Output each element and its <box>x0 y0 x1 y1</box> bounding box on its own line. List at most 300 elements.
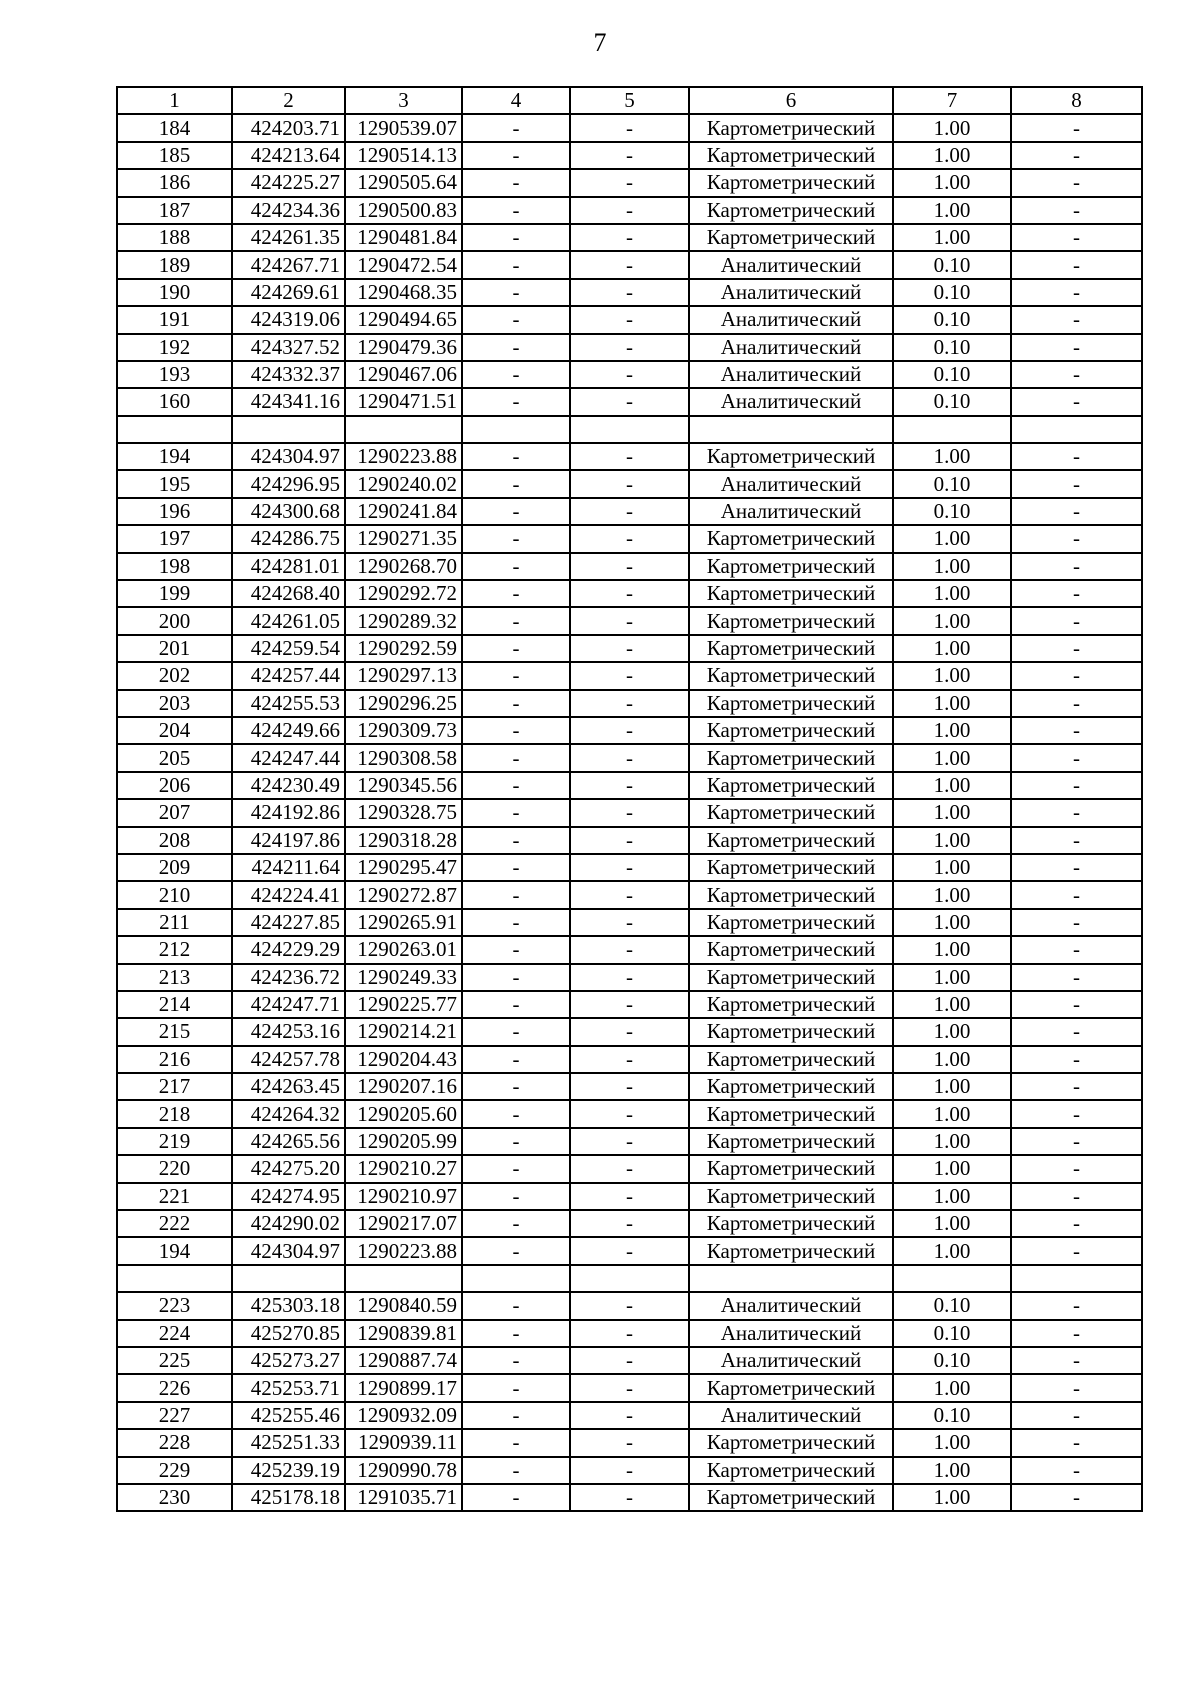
x-coordinate-cell: 424197.86 <box>232 827 345 854</box>
x-coordinate-cell: 424224.41 <box>232 881 345 908</box>
column-8-cell: - <box>1011 1128 1142 1155</box>
point-number-cell: 229 <box>117 1457 232 1484</box>
column-5-cell: - <box>570 1402 689 1429</box>
column-5-cell: - <box>570 361 689 388</box>
method-cell: Картометрический <box>689 662 893 689</box>
x-coordinate-cell <box>232 416 345 443</box>
table-row <box>117 964 1142 991</box>
column-8-cell: - <box>1011 1484 1142 1511</box>
point-number-cell: 189 <box>117 251 232 278</box>
accuracy-cell: 0.10 <box>893 1320 1011 1347</box>
table-row <box>117 881 1142 908</box>
column-4-cell: - <box>462 1046 570 1073</box>
accuracy-cell: 0.10 <box>893 470 1011 497</box>
point-number-cell: 210 <box>117 881 232 908</box>
method-cell: Картометрический <box>689 1100 893 1127</box>
table-row <box>117 1347 1142 1374</box>
accuracy-cell: 1.00 <box>893 964 1011 991</box>
point-number-cell: 216 <box>117 1046 232 1073</box>
column-8-cell: - <box>1011 964 1142 991</box>
point-number-cell: 224 <box>117 1320 232 1347</box>
table-row <box>117 635 1142 662</box>
table-row <box>117 169 1142 196</box>
point-number-cell: 218 <box>117 1100 232 1127</box>
method-cell: Аналитический <box>689 334 893 361</box>
column-8-cell: - <box>1011 744 1142 771</box>
column-8-cell: - <box>1011 1429 1142 1456</box>
column-4-cell: - <box>462 936 570 963</box>
table-row <box>117 470 1142 497</box>
method-cell: Картометрический <box>689 580 893 607</box>
y-coordinate-cell: 1290241.84 <box>345 498 462 525</box>
accuracy-cell: 1.00 <box>893 936 1011 963</box>
accuracy-cell: 1.00 <box>893 1429 1011 1456</box>
column-8-cell: - <box>1011 498 1142 525</box>
table-row <box>117 1484 1142 1511</box>
column-4-cell: - <box>462 279 570 306</box>
table-row <box>117 1292 1142 1319</box>
point-number-cell: 202 <box>117 662 232 689</box>
header-cell: 4 <box>462 87 570 114</box>
table-row <box>117 197 1142 224</box>
column-5-cell: - <box>570 991 689 1018</box>
column-8-cell: - <box>1011 525 1142 552</box>
column-8-cell: - <box>1011 553 1142 580</box>
y-coordinate-cell: 1290318.28 <box>345 827 462 854</box>
table-row <box>117 909 1142 936</box>
table-row <box>117 854 1142 881</box>
point-number-cell: 207 <box>117 799 232 826</box>
point-number-cell: 190 <box>117 279 232 306</box>
accuracy-cell: 1.00 <box>893 772 1011 799</box>
header-cell: 7 <box>893 87 1011 114</box>
y-coordinate-cell: 1290990.78 <box>345 1457 462 1484</box>
method-cell: Картометрический <box>689 1183 893 1210</box>
column-5-cell: - <box>570 251 689 278</box>
table-row <box>117 690 1142 717</box>
column-4-cell: - <box>462 1347 570 1374</box>
y-coordinate-cell: 1290263.01 <box>345 936 462 963</box>
header-cell: 2 <box>232 87 345 114</box>
column-8-cell: - <box>1011 717 1142 744</box>
x-coordinate-cell: 424304.97 <box>232 1237 345 1264</box>
y-coordinate-cell: 1290205.99 <box>345 1128 462 1155</box>
table-row <box>117 1402 1142 1429</box>
method-cell: Аналитический <box>689 498 893 525</box>
column-5-cell: - <box>570 334 689 361</box>
y-coordinate-cell: 1290939.11 <box>345 1429 462 1456</box>
column-4-cell: - <box>462 1210 570 1237</box>
column-5-cell: - <box>570 1100 689 1127</box>
x-coordinate-cell: 424255.53 <box>232 690 345 717</box>
column-5-cell: - <box>570 772 689 799</box>
column-4-cell: - <box>462 1018 570 1045</box>
point-number-cell: 219 <box>117 1128 232 1155</box>
point-number-cell <box>117 416 232 443</box>
point-number-cell: 222 <box>117 1210 232 1237</box>
column-5-cell: - <box>570 114 689 141</box>
column-8-cell: - <box>1011 224 1142 251</box>
column-8-cell: - <box>1011 799 1142 826</box>
column-4-cell: - <box>462 881 570 908</box>
table-row <box>117 114 1142 141</box>
column-4-cell: - <box>462 443 570 470</box>
column-5-cell: - <box>570 1457 689 1484</box>
column-8-cell: - <box>1011 1046 1142 1073</box>
method-cell: Картометрический <box>689 1484 893 1511</box>
y-coordinate-cell: 1290289.32 <box>345 607 462 634</box>
table-row <box>117 416 1142 443</box>
table-row <box>117 388 1142 415</box>
method-cell: Картометрический <box>689 635 893 662</box>
column-8-cell: - <box>1011 443 1142 470</box>
method-cell: Аналитический <box>689 1292 893 1319</box>
point-number-cell: 226 <box>117 1374 232 1401</box>
accuracy-cell: 1.00 <box>893 525 1011 552</box>
method-cell: Картометрический <box>689 1210 893 1237</box>
x-coordinate-cell: 424211.64 <box>232 854 345 881</box>
table-row <box>117 772 1142 799</box>
point-number-cell: 217 <box>117 1073 232 1100</box>
accuracy-cell: 1.00 <box>893 635 1011 662</box>
accuracy-cell: 1.00 <box>893 553 1011 580</box>
method-cell: Картометрический <box>689 1155 893 1182</box>
column-4-cell: - <box>462 662 570 689</box>
accuracy-cell: 1.00 <box>893 1210 1011 1237</box>
accuracy-cell: 1.00 <box>893 1073 1011 1100</box>
y-coordinate-cell: 1290223.88 <box>345 1237 462 1264</box>
column-8-cell <box>1011 1265 1142 1292</box>
table-row <box>117 1320 1142 1347</box>
x-coordinate-cell: 425178.18 <box>232 1484 345 1511</box>
point-number-cell: 220 <box>117 1155 232 1182</box>
method-cell: Картометрический <box>689 744 893 771</box>
accuracy-cell <box>893 416 1011 443</box>
column-5-cell: - <box>570 1237 689 1264</box>
accuracy-cell: 1.00 <box>893 854 1011 881</box>
method-cell: Картометрический <box>689 690 893 717</box>
y-coordinate-cell: 1290479.36 <box>345 334 462 361</box>
accuracy-cell: 1.00 <box>893 142 1011 169</box>
column-5-cell: - <box>570 854 689 881</box>
method-cell: Картометрический <box>689 909 893 936</box>
column-8-cell: - <box>1011 388 1142 415</box>
x-coordinate-cell: 424225.27 <box>232 169 345 196</box>
table-row <box>117 827 1142 854</box>
x-coordinate-cell: 424267.71 <box>232 251 345 278</box>
column-8-cell: - <box>1011 1402 1142 1429</box>
column-4-cell: - <box>462 991 570 1018</box>
table-row <box>117 1210 1142 1237</box>
header-row <box>117 87 1142 114</box>
column-8-cell: - <box>1011 279 1142 306</box>
x-coordinate-cell: 424304.97 <box>232 443 345 470</box>
method-cell: Аналитический <box>689 1402 893 1429</box>
y-coordinate-cell: 1290225.77 <box>345 991 462 1018</box>
column-8-cell: - <box>1011 1347 1142 1374</box>
column-5-cell: - <box>570 964 689 991</box>
accuracy-cell: 0.10 <box>893 334 1011 361</box>
y-coordinate-cell: 1290932.09 <box>345 1402 462 1429</box>
column-4-cell: - <box>462 690 570 717</box>
y-coordinate-cell: 1290514.13 <box>345 142 462 169</box>
x-coordinate-cell: 425270.85 <box>232 1320 345 1347</box>
y-coordinate-cell: 1290268.70 <box>345 553 462 580</box>
header-cell: 6 <box>689 87 893 114</box>
column-4-cell: - <box>462 525 570 552</box>
column-8-cell: - <box>1011 361 1142 388</box>
method-cell: Аналитический <box>689 388 893 415</box>
method-cell: Аналитический <box>689 279 893 306</box>
method-cell: Картометрический <box>689 1073 893 1100</box>
x-coordinate-cell: 424257.78 <box>232 1046 345 1073</box>
column-8-cell: - <box>1011 1183 1142 1210</box>
method-cell: Картометрический <box>689 553 893 580</box>
y-coordinate-cell: 1290207.16 <box>345 1073 462 1100</box>
method-cell: Картометрический <box>689 197 893 224</box>
table-row <box>117 498 1142 525</box>
accuracy-cell: 1.00 <box>893 744 1011 771</box>
table-row <box>117 1265 1142 1292</box>
accuracy-cell: 0.10 <box>893 498 1011 525</box>
accuracy-cell: 1.00 <box>893 580 1011 607</box>
accuracy-cell: 1.00 <box>893 197 1011 224</box>
table-header <box>117 87 1142 114</box>
x-coordinate-cell: 424281.01 <box>232 553 345 580</box>
table-row <box>117 1018 1142 1045</box>
column-8-cell: - <box>1011 580 1142 607</box>
column-8-cell: - <box>1011 690 1142 717</box>
y-coordinate-cell: 1290308.58 <box>345 744 462 771</box>
column-5-cell: - <box>570 717 689 744</box>
table-row <box>117 142 1142 169</box>
x-coordinate-cell: 424247.71 <box>232 991 345 1018</box>
point-number-cell: 205 <box>117 744 232 771</box>
accuracy-cell: 0.10 <box>893 306 1011 333</box>
y-coordinate-cell: 1290205.60 <box>345 1100 462 1127</box>
column-8-cell: - <box>1011 827 1142 854</box>
point-number-cell: 194 <box>117 1237 232 1264</box>
accuracy-cell: 0.10 <box>893 361 1011 388</box>
table-row <box>117 1237 1142 1264</box>
table-row <box>117 607 1142 634</box>
header-cell: 3 <box>345 87 462 114</box>
column-4-cell: - <box>462 251 570 278</box>
table-row <box>117 251 1142 278</box>
column-5-cell: - <box>570 553 689 580</box>
method-cell: Картометрический <box>689 854 893 881</box>
point-number-cell: 213 <box>117 964 232 991</box>
column-4-cell: - <box>462 1457 570 1484</box>
accuracy-cell: 0.10 <box>893 1402 1011 1429</box>
y-coordinate-cell: 1290899.17 <box>345 1374 462 1401</box>
column-4-cell: - <box>462 909 570 936</box>
column-5-cell: - <box>570 1429 689 1456</box>
x-coordinate-cell: 425273.27 <box>232 1347 345 1374</box>
method-cell: Картометрический <box>689 799 893 826</box>
x-coordinate-cell: 424332.37 <box>232 361 345 388</box>
method-cell: Картометрический <box>689 717 893 744</box>
column-4-cell: - <box>462 1402 570 1429</box>
y-coordinate-cell: 1290217.07 <box>345 1210 462 1237</box>
column-4-cell: - <box>462 114 570 141</box>
column-8-cell: - <box>1011 662 1142 689</box>
y-coordinate-cell: 1290345.56 <box>345 772 462 799</box>
method-cell: Картометрический <box>689 443 893 470</box>
method-cell: Картометрический <box>689 114 893 141</box>
point-number-cell: 191 <box>117 306 232 333</box>
column-5-cell: - <box>570 306 689 333</box>
column-4-cell: - <box>462 169 570 196</box>
column-8-cell: - <box>1011 881 1142 908</box>
column-5-cell: - <box>570 1046 689 1073</box>
table-row <box>117 279 1142 306</box>
column-5-cell: - <box>570 443 689 470</box>
point-number-cell: 203 <box>117 690 232 717</box>
x-coordinate-cell: 424274.95 <box>232 1183 345 1210</box>
y-coordinate-cell: 1290296.25 <box>345 690 462 717</box>
point-number-cell: 223 <box>117 1292 232 1319</box>
column-4-cell: - <box>462 361 570 388</box>
column-5-cell: - <box>570 388 689 415</box>
column-8-cell: - <box>1011 306 1142 333</box>
accuracy-cell: 0.10 <box>893 1292 1011 1319</box>
column-5-cell: - <box>570 607 689 634</box>
accuracy-cell: 1.00 <box>893 1128 1011 1155</box>
column-4-cell: - <box>462 964 570 991</box>
table-row <box>117 306 1142 333</box>
y-coordinate-cell: 1290840.59 <box>345 1292 462 1319</box>
column-8-cell: - <box>1011 854 1142 881</box>
method-cell: Картометрический <box>689 936 893 963</box>
point-number-cell: 188 <box>117 224 232 251</box>
column-5-cell: - <box>570 909 689 936</box>
point-number-cell: 200 <box>117 607 232 634</box>
method-cell <box>689 416 893 443</box>
column-5-cell: - <box>570 936 689 963</box>
accuracy-cell: 1.00 <box>893 1046 1011 1073</box>
point-number-cell: 230 <box>117 1484 232 1511</box>
y-coordinate-cell: 1290272.87 <box>345 881 462 908</box>
point-number-cell <box>117 1265 232 1292</box>
coordinates-table <box>116 86 1143 1512</box>
point-number-cell: 193 <box>117 361 232 388</box>
accuracy-cell: 1.00 <box>893 991 1011 1018</box>
table-row <box>117 553 1142 580</box>
accuracy-cell: 1.00 <box>893 799 1011 826</box>
accuracy-cell: 1.00 <box>893 909 1011 936</box>
y-coordinate-cell: 1290265.91 <box>345 909 462 936</box>
method-cell: Картометрический <box>689 991 893 1018</box>
table-row <box>117 936 1142 963</box>
y-coordinate-cell: 1290494.65 <box>345 306 462 333</box>
column-8-cell: - <box>1011 635 1142 662</box>
x-coordinate-cell: 424264.32 <box>232 1100 345 1127</box>
point-number-cell: 227 <box>117 1402 232 1429</box>
accuracy-cell: 1.00 <box>893 1100 1011 1127</box>
column-5-cell: - <box>570 1347 689 1374</box>
column-4-cell: - <box>462 635 570 662</box>
method-cell: Картометрический <box>689 142 893 169</box>
table-row <box>117 525 1142 552</box>
column-4-cell: - <box>462 1292 570 1319</box>
column-5-cell: - <box>570 498 689 525</box>
column-8-cell: - <box>1011 607 1142 634</box>
method-cell: Картометрический <box>689 827 893 854</box>
header-cell: 1 <box>117 87 232 114</box>
table-row <box>117 1429 1142 1456</box>
column-5-cell: - <box>570 1484 689 1511</box>
y-coordinate-cell: 1290471.51 <box>345 388 462 415</box>
column-5-cell: - <box>570 1073 689 1100</box>
y-coordinate-cell: 1290539.07 <box>345 114 462 141</box>
table-body <box>117 114 1142 1511</box>
accuracy-cell: 0.10 <box>893 279 1011 306</box>
column-8-cell: - <box>1011 1018 1142 1045</box>
point-number-cell: 228 <box>117 1429 232 1456</box>
column-8-cell: - <box>1011 1100 1142 1127</box>
point-number-cell: 214 <box>117 991 232 1018</box>
y-coordinate-cell: 1290472.54 <box>345 251 462 278</box>
x-coordinate-cell: 424203.71 <box>232 114 345 141</box>
y-coordinate-cell: 1290204.43 <box>345 1046 462 1073</box>
column-8-cell: - <box>1011 1457 1142 1484</box>
column-4-cell: - <box>462 827 570 854</box>
column-5-cell <box>570 416 689 443</box>
column-4-cell: - <box>462 1100 570 1127</box>
y-coordinate-cell: 1290467.06 <box>345 361 462 388</box>
column-5-cell: - <box>570 142 689 169</box>
point-number-cell: 212 <box>117 936 232 963</box>
accuracy-cell: 1.00 <box>893 827 1011 854</box>
point-number-cell: 197 <box>117 525 232 552</box>
x-coordinate-cell: 424290.02 <box>232 1210 345 1237</box>
table-row <box>117 1457 1142 1484</box>
method-cell: Картометрический <box>689 224 893 251</box>
method-cell: Картометрический <box>689 1374 893 1401</box>
column-4-cell <box>462 1265 570 1292</box>
y-coordinate-cell: 1290468.35 <box>345 279 462 306</box>
method-cell: Аналитический <box>689 306 893 333</box>
y-coordinate-cell <box>345 1265 462 1292</box>
column-5-cell: - <box>570 881 689 908</box>
point-number-cell: 204 <box>117 717 232 744</box>
method-cell: Картометрический <box>689 964 893 991</box>
point-number-cell: 211 <box>117 909 232 936</box>
y-coordinate-cell: 1290214.21 <box>345 1018 462 1045</box>
header-cell: 5 <box>570 87 689 114</box>
point-number-cell: 185 <box>117 142 232 169</box>
column-4-cell: - <box>462 1374 570 1401</box>
method-cell: Картометрический <box>689 772 893 799</box>
column-5-cell: - <box>570 799 689 826</box>
method-cell: Картометрический <box>689 1429 893 1456</box>
column-8-cell: - <box>1011 936 1142 963</box>
accuracy-cell: 1.00 <box>893 1183 1011 1210</box>
x-coordinate-cell: 424236.72 <box>232 964 345 991</box>
table-row <box>117 1073 1142 1100</box>
column-4-cell: - <box>462 197 570 224</box>
point-number-cell: 199 <box>117 580 232 607</box>
column-8-cell: - <box>1011 909 1142 936</box>
point-number-cell: 160 <box>117 388 232 415</box>
y-coordinate-cell: 1290839.81 <box>345 1320 462 1347</box>
x-coordinate-cell: 424213.64 <box>232 142 345 169</box>
table-row <box>117 1374 1142 1401</box>
accuracy-cell: 1.00 <box>893 1018 1011 1045</box>
x-coordinate-cell: 425253.71 <box>232 1374 345 1401</box>
x-coordinate-cell: 424269.61 <box>232 279 345 306</box>
